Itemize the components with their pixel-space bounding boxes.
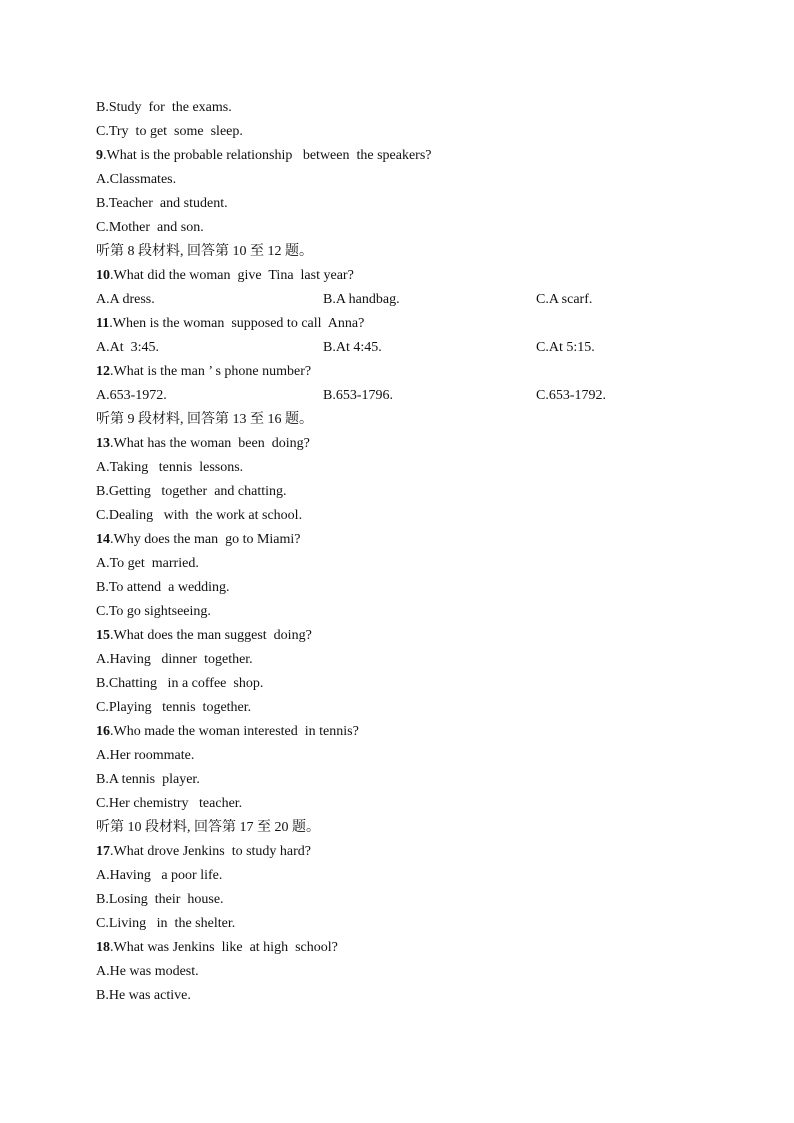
document-page bbox=[96, 96, 716, 1008]
answer-option: A.Classmates. bbox=[96, 172, 177, 187]
question-text: .What drove Jenkins to study hard? bbox=[110, 844, 312, 859]
section-instruction: 听第 10 段材料, 回答第 17 至 20 题。 bbox=[96, 820, 320, 835]
question-number: 13 bbox=[96, 436, 110, 451]
answer-option: B.653-1796. bbox=[323, 388, 393, 403]
answer-option: B.A handbag. bbox=[323, 292, 400, 307]
question-number: 9 bbox=[96, 148, 103, 163]
answer-option: B.To attend a wedding. bbox=[96, 580, 230, 595]
question-text: .What has the woman been doing? bbox=[110, 436, 310, 451]
answer-option: A.To get married. bbox=[96, 556, 199, 571]
answer-option: C.Living in the shelter. bbox=[96, 916, 236, 931]
question-line bbox=[96, 360, 716, 384]
options-row bbox=[96, 288, 716, 312]
question-text: .What did the woman give Tina last year? bbox=[110, 268, 354, 283]
question-line bbox=[96, 720, 716, 744]
question-number: 10 bbox=[96, 268, 110, 283]
answer-option: C.Mother and son. bbox=[96, 220, 204, 235]
question-number: 18 bbox=[96, 940, 110, 955]
section-instruction: 听第 9 段材料, 回答第 13 至 16 题。 bbox=[96, 412, 313, 427]
answer-option: C.A scarf. bbox=[536, 292, 593, 307]
answer-option: B.At 4:45. bbox=[323, 340, 382, 355]
answer-option: B.He was active. bbox=[96, 988, 191, 1003]
answer-option: B.Losing their house. bbox=[96, 892, 224, 907]
section-instruction: 听第 8 段材料, 回答第 10 至 12 题。 bbox=[96, 244, 313, 259]
question-line bbox=[96, 624, 716, 648]
question-text: .What does the man suggest doing? bbox=[110, 628, 312, 643]
question-line bbox=[96, 264, 716, 288]
question-number: 16 bbox=[96, 724, 110, 739]
question-text: .Why does the man go to Miami? bbox=[110, 532, 301, 547]
question-number: 11 bbox=[96, 316, 110, 331]
question-number: 15 bbox=[96, 628, 110, 643]
answer-option: A.At 3:45. bbox=[96, 340, 159, 355]
question-line bbox=[96, 312, 716, 336]
answer-option: A.Having a poor life. bbox=[96, 868, 223, 883]
answer-option: A.Having dinner together. bbox=[96, 652, 253, 667]
question-line bbox=[96, 528, 716, 552]
answer-option: C.To go sightseeing. bbox=[96, 604, 211, 619]
answer-option: B.Chatting in a coffee shop. bbox=[96, 676, 264, 691]
answer-option: A.Her roommate. bbox=[96, 748, 195, 763]
options-row bbox=[96, 336, 716, 360]
options-row bbox=[96, 384, 716, 408]
answer-option: C.Playing tennis together. bbox=[96, 700, 252, 715]
question-text: .What was Jenkins like at high school? bbox=[110, 940, 338, 955]
answer-option: C.Her chemistry teacher. bbox=[96, 796, 243, 811]
question-text: .When is the woman supposed to call Anna? bbox=[109, 316, 365, 331]
question-text: .Who made the woman interested in tennis? bbox=[110, 724, 359, 739]
answer-option: A.653-1972. bbox=[96, 388, 167, 403]
answer-option: B.Study for the exams. bbox=[96, 100, 232, 115]
question-line bbox=[96, 840, 716, 864]
question-line bbox=[96, 432, 716, 456]
answer-option: A.He was modest. bbox=[96, 964, 199, 979]
answer-option: C.653-1792. bbox=[536, 388, 606, 403]
answer-option: A.Taking tennis lessons. bbox=[96, 460, 244, 475]
question-number: 17 bbox=[96, 844, 110, 859]
answer-option: B.Getting together and chatting. bbox=[96, 484, 287, 499]
answer-option: A.A dress. bbox=[96, 292, 155, 307]
answer-option: C.Try to get some sleep. bbox=[96, 124, 243, 139]
answer-option: B.Teacher and student. bbox=[96, 196, 228, 211]
question-line bbox=[96, 936, 716, 960]
question-number: 14 bbox=[96, 532, 110, 547]
question-text: .What is the man ’ s phone number? bbox=[110, 364, 312, 379]
answer-option: C.At 5:15. bbox=[536, 340, 595, 355]
question-number: 12 bbox=[96, 364, 110, 379]
question-text: .What is the probable relationship between the speakers? bbox=[103, 148, 432, 163]
answer-option: B.A tennis player. bbox=[96, 772, 200, 787]
question-line bbox=[96, 144, 716, 168]
answer-option: C.Dealing with the work at school. bbox=[96, 508, 303, 523]
